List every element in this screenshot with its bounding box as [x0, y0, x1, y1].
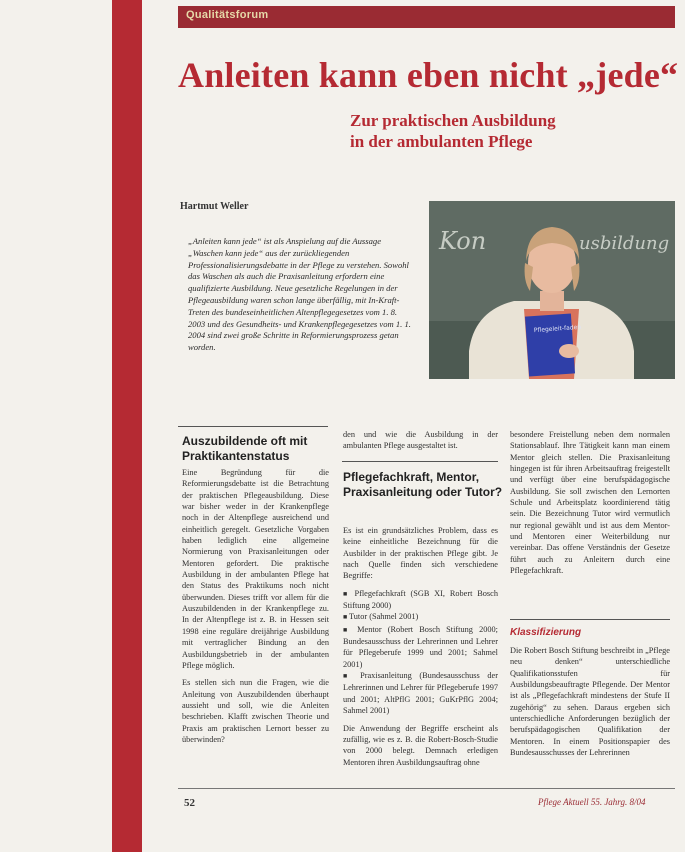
terms-list-item: ■ Tutor (Sahmel 2001): [343, 611, 498, 623]
author-name: Hartmut Weller: [180, 201, 249, 212]
column-2-paragraph-1: Es ist ein grundsätzliches Problem, dass es keine einheitliche Bezeichnung für die Ausbilder in der praktischen Pflege gibt. Je nach Quelle finden sich verschiedene Begriffe:: [343, 526, 498, 581]
journal-reference: Pflege Aktuell 55. Jahrg. 8/04: [538, 797, 646, 807]
article-title: Anleiten kann eben nicht „jede“: [178, 55, 679, 95]
terms-list: [343, 588, 498, 717]
column-3-body-top: besondere Freistellung neben dem normalen Stationsablauf. Ihre Tätigkeit kann man einem Mentor gleich stellen. Die Praxisanleitung hingegen ist für ihren Arbeitsauftrag freigestellt und verfügt über eine berufspädagogische Ausbildung. Sie soll zwischen den Lernorten Schule und Arbeitsplatz koordinierend tätig sein. Die Bezeichnung Tutor wird vermutlich nur regional gewählt und ist aus dem Mentor- und Mentoren einer Weiterbildung nur vereinbar. Das offene Verständnis der Gesetze führt auch zu Anleitern durch eine Pflegefachkraft.: [510, 430, 670, 576]
author-photo: [429, 201, 675, 379]
board-text-right: usbildung: [579, 233, 670, 254]
page-number: 52: [184, 797, 195, 809]
column-1-paragraph-1: Eine Begründung für die Reformierungsdebatte ist die Betrachtung der praktischen Pflegeausbildung. Diese war bisher weder in der Krankenpflege noch in der Altenpflege ausreichend und einheitlich geregelt. Gesetzliche Vorgaben haben lediglich eine allgemeine Normierung von Praxisanleitungen oder Mentoren gefordert. Die praktische Ausbildung in der ambulanten Pflege hat den Status des Praktikums noch nicht überwunden. Dieses trifft vor allem für die Auszubildenden in der Krankenpflege zu. In der Altenpflege ist z. B. in Hessen seit 1998 eine reguläre dreijährige Ausbildung mit vertraglicher Bindung an den Ausbildungsbetrieb in der ambulanten Pflege möglich.: [182, 468, 329, 670]
terms-list-item: ■ Praxisanleitung (Bundesausschuss der Lehrerinnen und Lehrer für Pflegeberufe 1997 und 2001; AltPflG 2001; GuKrPflG 2004; Sahmel 2001): [343, 670, 498, 716]
photo-illustration: [429, 201, 675, 379]
red-margin-band: [112, 0, 142, 852]
column-1-heading: Auszubildende oft mit Praktikantenstatus: [182, 434, 308, 463]
book-label: Pflegeleit-faden: [533, 323, 582, 335]
article-subtitle: [350, 110, 556, 152]
footer-rule: [178, 788, 675, 789]
column-3-body: Die Robert Bosch Stiftung beschreibt in „Pflege neu denken“ unterschiedliche Qualifikationsstufen für Ausbildungsbeauftragte Pflegende. Der Mentor ist als „Pflegefachkraft mindestens der Stufe II zugehörig“ zu sehen. Daraus ergeben sich unterschiedliche Anforderungen bezüglich der berufspädagogischen Qualifikation der Mentoren. In einem Positionspapier des Bundesausschusses der Lehrerinnen: [510, 646, 670, 758]
column-2-body: [343, 525, 498, 785]
terms-list-item: ■ Pflegefachkraft (SGB XI, Robert Bosch Stiftung 2000): [343, 588, 498, 612]
board-text-left: Kon: [439, 227, 487, 255]
section-label: Qualitätsforum: [186, 9, 269, 21]
column-2-rule: [342, 461, 498, 462]
column-1-body: [182, 467, 329, 785]
column-1-paragraph-2: Es stellen sich nun die Fragen, wie die Anleitung von Auszubildenden überhaupt aussieht und soll, wie die Anleiten beschrieben. Klafft zwischen Theorie und Praxis am praktischen Lernort besser zu überwinden?: [182, 678, 329, 744]
column-2-top-text: den und wie die Ausbildung in der ambulanten Pflege ausgestaltet ist.: [343, 430, 498, 451]
column-2-heading: Pflegefachkraft, Mentor, Praxisanleitung oder Tutor?: [343, 470, 503, 499]
subtitle-line-1: Zur praktischen Ausbildung: [350, 111, 556, 130]
column-3-heading: Klassifizierung: [510, 627, 582, 638]
column-2-paragraph-2: Die Anwendung der Begriffe erscheint als zufällig, wie es z. B. die Robert-Bosch-Studie von 2000 belegt. Demnach erledigen Mentoren ihren Ausbildungsauftrag ohne: [343, 723, 498, 767]
terms-list-item: ■ Mentor (Robert Bosch Stiftung 2000; Bundesausschuss der Lehrerinnen und Lehrer für Pflegeberufe 1999 und 2001; Sahmel 2001): [343, 624, 498, 670]
subtitle-line-2: in der ambulanten Pflege: [350, 132, 533, 151]
column-1-rule: [178, 426, 328, 427]
column-3-rule: [510, 619, 670, 620]
article-intro: „Anleiten kann jede“ ist als Anspielung auf die Aussage „Waschen kann jede“ aus der zurückliegenden Professionalisierungsdebatte in der Pflege zu verstehen. Sowohl das Waschen als auch die Praxisanleitung erfordern eine qualifizierte Ausbildung. Neue gesetzliche Regelungen in der Pflegeausbildung waren schon lange überfällig, mit In-Kraft-Treten des bundeseinheitlichen Altenpflegegesetzes vom 1. 8. 2003 und des Gesundheits- und Krankenpflegegesetzes vom 1. 1. 2004 sind zwei große Schritte in Reformierungsprozess getan worden.: [188, 236, 411, 353]
